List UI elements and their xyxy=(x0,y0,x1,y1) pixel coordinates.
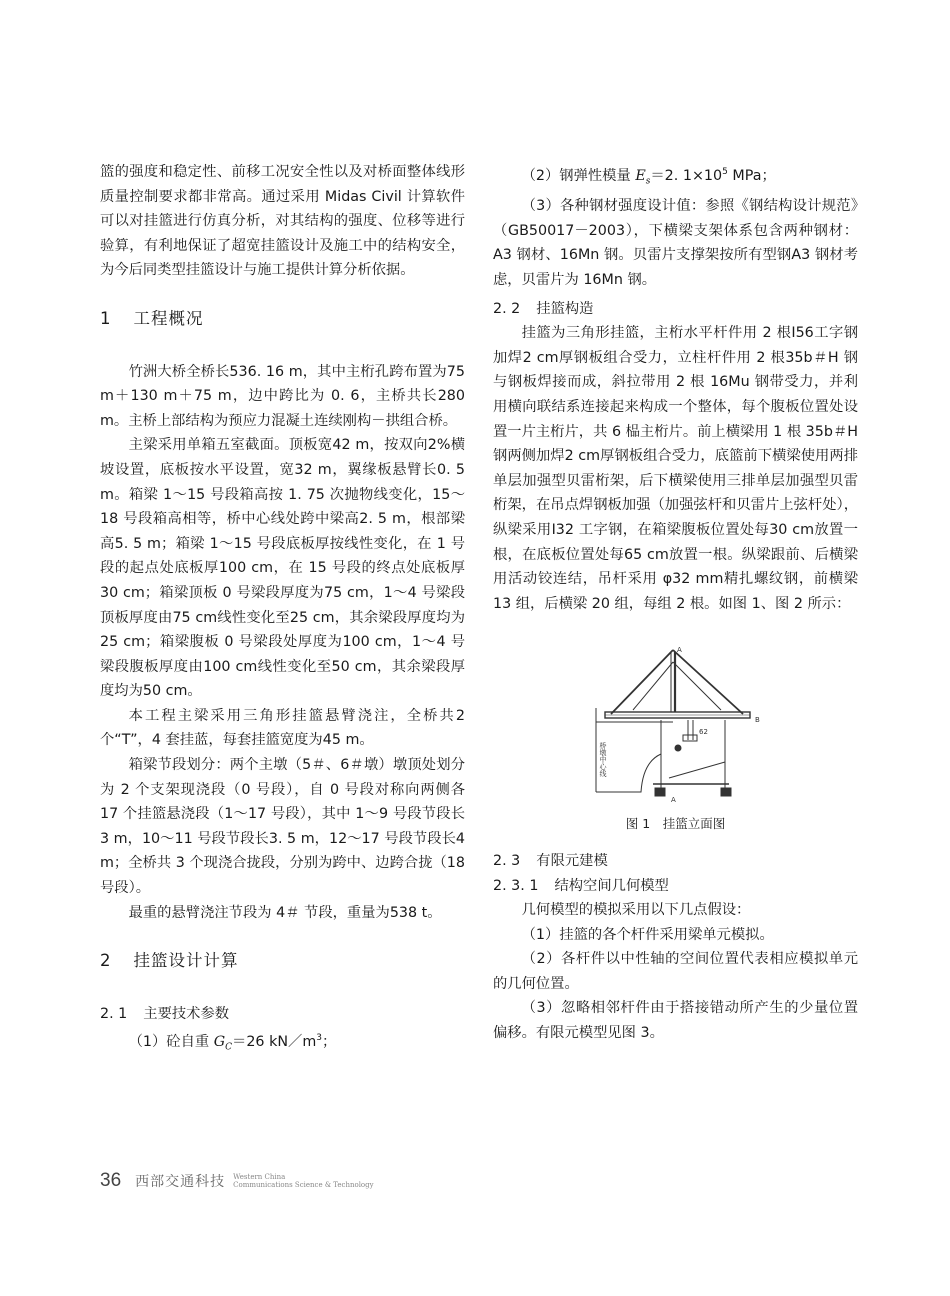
page-number: 36 xyxy=(100,1170,122,1191)
subsection-number: 2. 3. 1 xyxy=(493,877,539,894)
list-item: （2）各杆件以中性轴的空间位置代表相应模拟单元的几何位置。 xyxy=(493,951,859,992)
paragraph: 竹洲大桥全桥长536. 16 m，其中主桁孔跨布置为75 m＋130 m＋75 m，边中跨比为 0. 6，主桥共长280 m。主桥上部结构为预应力混凝土连续刚构－拱组合桥。 xyxy=(100,363,465,429)
subsection-title: 结构空间几何模型 xyxy=(554,877,669,894)
figure-label: 62 xyxy=(699,728,708,737)
subsection-2-3-1-heading xyxy=(493,874,858,899)
figure-caption: 图 1 挂篮立面图 xyxy=(625,816,726,832)
journal-name-english: Western China Communications Science & Technology xyxy=(233,1173,374,1189)
subsection-title: 主要技术参数 xyxy=(143,1005,230,1022)
section-title: 工程概况 xyxy=(133,308,204,328)
section-number: 2 xyxy=(100,951,112,971)
subsection-2-3-heading xyxy=(493,849,858,874)
subsection-number: 2. 3 xyxy=(493,852,521,869)
left-column xyxy=(100,160,465,1061)
paragraph: 箱梁节段划分：两个主墩（5＃、6＃墩）墩顶处划分为 2 个支架现浇段（0 号段），自 0 号段对称向两侧各 17 个挂篮悬浇段（1～17 号段），其中 1～9 号段节段长3 m，10～11 号段节段长3. 5 m，12～17 号段节段长4 m；全桥共 3 个现浇合拢段，分别为跨中、边跨合拢（18 号段）。 xyxy=(100,757,465,897)
param-steel-strength: （3）各种钢材强度设计值：参照《钢结构设计规范》（GB50017－2003），下横梁支架体系包含两种钢材：A3 钢材、16Mn 钢。贝雷片支撑架按所有型钢A3 钢材考虑，贝雷片为 16Mn 钢。 xyxy=(493,198,858,288)
section-title: 挂篮设计计算 xyxy=(133,951,239,971)
figure-label: A xyxy=(677,646,682,655)
page-footer xyxy=(100,1170,374,1192)
subsection-title: 挂篮构造 xyxy=(536,300,594,317)
subsection-title: 有限元建模 xyxy=(536,852,608,869)
paragraph: 本工程主梁采用三角形挂篮悬臂浇注，全桥共2 个“T”，4 套挂蓝，每套挂篮宽度为45 m。 xyxy=(100,707,465,749)
figure-label: B xyxy=(755,716,760,725)
subsection-2-1-heading xyxy=(100,1002,465,1027)
right-column xyxy=(493,160,858,1046)
figure-1-elevation xyxy=(493,642,858,802)
list-item: （3）忽略相邻杆件由于搭接错动所产生的少量位置偏移。有限元模型见图 3。 xyxy=(493,1000,859,1042)
subsection-2-2-heading xyxy=(493,297,858,322)
journal-name: 西部交通科技 xyxy=(135,1174,226,1190)
subsection-number: 2. 1 xyxy=(100,1005,128,1022)
paragraph: 几何模型的模拟采用以下几点假设： xyxy=(521,902,751,919)
subsection-number: 2. 2 xyxy=(493,300,521,317)
paragraph: 最重的悬臂浇注节段为 4＃ 节段，重量为538 t。 xyxy=(128,904,442,921)
figure-label: A xyxy=(671,796,676,803)
paragraph: 主梁采用单箱五室截面。顶板宽42 m，按双向2%横坡设置，底板按水平设置，宽32 m，翼缘板悬臂长0. 5 m。箱梁 1～15 号段箱高按 1. 75 次抛物线变化，15～18 号段箱高相等，桥中心线处跨中梁高2. 5 m，根部梁高5. 5 m；箱梁 1～15 号段底板厚按线性变化，在 1 号段的起点处底板厚100 cm，在 15 号段的终点处底板厚30 cm；箱梁顶板 0 号梁段厚度为75 cm，1～4 号梁段顶板厚度由75 cm线性变化至25 cm，其余梁段厚度均为25 cm；箱梁腹板 0 号梁段处厚度为100 cm，1～4 号梁段腹板厚度由100 cm线性变化至50 cm，其余梁段厚度均为50 cm。 xyxy=(100,437,466,700)
section-number: 1 xyxy=(100,308,112,328)
list-item: （1）挂篮的各个杆件采用梁单元模拟。 xyxy=(521,926,774,943)
intro-paragraph: 篮的强度和稳定性、前移工况安全性以及对桥面整体线形质量控制要求都非常高。通过采用 Midas Civil 计算软件可以对挂篮进行仿真分析，对其结构的强度、位移等进行验算，有利地保证了超宽挂篮设计及施工中的结构安全，为今后同类型挂篮设计与施工提供计算分析依据。 xyxy=(100,164,465,279)
section-2-heading xyxy=(100,949,465,974)
paragraph: 挂篮为三角形挂篮，主桁水平杆件用 2 根I56工字钢加焊2 cm厚钢板组合受力，立柱杆件用 2 根35b＃H 钢与钢板焊接而成，斜拉带用 2 根 16Mu 钢带受力，并利用横向联结系连接起来构成一个整体，每个腹板位置处设置一片主桁片，共 6 榀主桁片。前上横梁用 1 根 35b＃H 钢两侧加焊2 cm厚钢板组合受力，底篮前下横梁使用两排单层加强型贝雷桁架，后下横梁使用三排单层加强型贝雷桁架，在吊点焊钢板加强（加强弦杆和贝雷片上弦杆处），纵梁采用I32 工字钢，在箱梁腹板位置处每30 cm放置一根，在底板位置处每65 cm放置一根。纵梁跟前、后横梁用活动铰连结，吊杆采用 φ32 mm精扎螺纹钢，前横梁 13 组，后横梁 20 组，每组 2 根。如图 1、图 2 所示： xyxy=(493,325,858,612)
section-1-heading xyxy=(100,307,465,332)
figure-label-pier-centerline: 桥墩中心线 xyxy=(599,742,607,778)
param-elastic-modulus: （2）钢弹性模量 $E_s=2$. $1\times 10^5$ MPa； xyxy=(521,167,776,187)
hanging-basket-elevation-drawing xyxy=(493,642,858,802)
param-concrete-weight: （1）砼自重 $G_C=26$ $kN/m^3$； xyxy=(128,1033,337,1054)
